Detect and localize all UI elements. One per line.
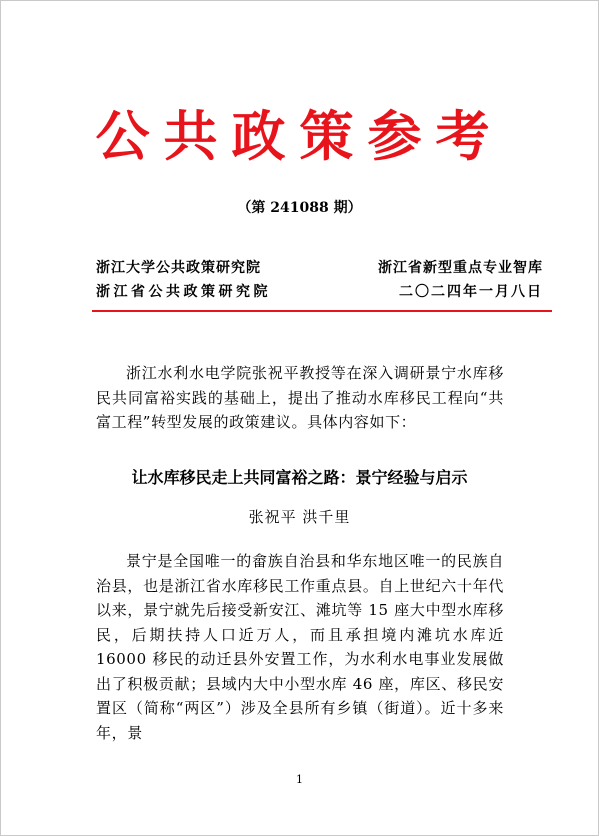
issue-number: （第 241088 期） <box>237 200 362 216</box>
org-left-1: 浙江大学公共政策研究院 <box>96 260 261 276</box>
masthead-title: 公共政策参考 <box>95 104 504 168</box>
intro-paragraph: 浙江水利水电学院张祝平教授等在深入调研景宁水库移民共同富裕实践的基础上，提出了推动水库移民工程向“共富工程”转型发展的政策建议。具体内容如下： <box>96 364 504 431</box>
org-right-1: 浙江省新型重点专业智库 <box>378 260 543 276</box>
article-authors: 张祝平 洪千里 <box>248 508 351 526</box>
publish-date: 二〇二四年一月八日 <box>399 284 543 300</box>
header-divider <box>92 310 552 312</box>
page-number: 1 <box>296 773 303 786</box>
org-left-2: 浙江省公共政策研究院 <box>96 284 271 300</box>
body-paragraph: 景宁是全国唯一的畲族自治县和华东地区唯一的民族自治县，也是浙江省水库移民工作重点县。自上世纪六十年代以来，景宁就先后接受新安江、滩坑等 15 座大中型水库移民，后期扶持人口近万人，而且承担境内滩坑水库近 16000 移民的动迁县外安置工作，为水利水电事业发展做出了积极贡献；县域内大中小型水库 46 座，库区、移民安置区（简称“两区”）涉及全县所有乡镇（街道）。近十多来年，景 <box>96 552 504 742</box>
article-title: 让水库移民走上共同富裕之路：景宁经验与启示 <box>131 468 468 487</box>
